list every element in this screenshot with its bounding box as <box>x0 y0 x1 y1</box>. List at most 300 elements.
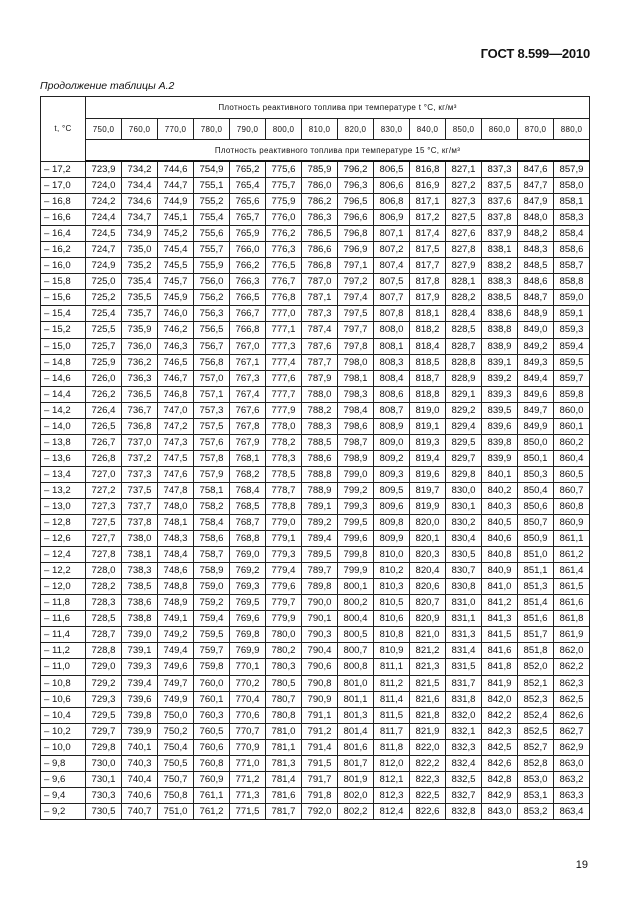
density-cell: 725,2 <box>86 290 122 306</box>
temperature-cell: – 15,6 <box>41 290 86 306</box>
density-cell: 755,2 <box>194 194 230 210</box>
density-cell: 799,2 <box>338 482 374 498</box>
density-cell: 777,7 <box>266 386 302 402</box>
temperature-cell: – 16,4 <box>41 226 86 242</box>
temperature-cell: – 9,2 <box>41 803 86 819</box>
density-cell: 831,5 <box>446 659 482 675</box>
density-cell: 837,6 <box>482 194 518 210</box>
density-cell: 727,5 <box>86 515 122 531</box>
density-cell: 820,7 <box>410 595 446 611</box>
density-cell: 746,7 <box>158 370 194 386</box>
density-cell: 789,5 <box>302 547 338 563</box>
density-cell: 758,9 <box>194 563 230 579</box>
density-cell: 730,5 <box>86 803 122 819</box>
density-cell: 850,3 <box>518 466 554 482</box>
temperature-cell: – 16,6 <box>41 210 86 226</box>
density-cell: 862,9 <box>554 739 590 755</box>
density-cell: 747,8 <box>158 482 194 498</box>
density-cell: 747,0 <box>158 402 194 418</box>
density-cell: 862,2 <box>554 659 590 675</box>
column-header: 750,0 <box>86 119 122 140</box>
table-row <box>41 659 590 675</box>
density-cell: 756,8 <box>194 354 230 370</box>
density-cell: 781,0 <box>266 723 302 739</box>
column-header: 770,0 <box>158 119 194 140</box>
density-cell: 734,6 <box>122 194 158 210</box>
density-cell: 822,2 <box>410 755 446 771</box>
density-cell: 798,1 <box>338 370 374 386</box>
density-cell: 781,4 <box>266 771 302 787</box>
temperature-cell: – 11,6 <box>41 611 86 627</box>
density-cell: 747,3 <box>158 434 194 450</box>
density-cell: 777,0 <box>266 306 302 322</box>
density-cell: 808,1 <box>374 338 410 354</box>
column-header: 790,0 <box>230 119 266 140</box>
density-cell: 817,4 <box>410 226 446 242</box>
density-cell: 789,4 <box>302 531 338 547</box>
density-cell: 849,3 <box>518 354 554 370</box>
density-cell: 767,8 <box>230 418 266 434</box>
density-cell: 760,3 <box>194 707 230 723</box>
density-cell: 858,0 <box>554 178 590 194</box>
density-cell: 748,4 <box>158 547 194 563</box>
density-cell: 830,4 <box>446 531 482 547</box>
table-row <box>41 627 590 643</box>
density-cell: 758,2 <box>194 498 230 514</box>
density-cell: 841,8 <box>482 659 518 675</box>
density-cell: 830,5 <box>446 547 482 563</box>
density-cell: 779,4 <box>266 563 302 579</box>
column-header: 840,0 <box>410 119 446 140</box>
density-cell: 830,1 <box>446 498 482 514</box>
temperature-cell: – 11,2 <box>41 643 86 659</box>
density-cell: 780,7 <box>266 691 302 707</box>
density-cell: 796,5 <box>338 194 374 210</box>
density-cell: 786,0 <box>302 178 338 194</box>
table-row <box>41 450 590 466</box>
density-cell: 837,9 <box>482 226 518 242</box>
density-cell: 757,0 <box>194 370 230 386</box>
density-cell: 777,6 <box>266 370 302 386</box>
density-cell: 786,2 <box>302 194 338 210</box>
temperature-cell: – 13,4 <box>41 466 86 482</box>
density-cell: 828,8 <box>446 354 482 370</box>
density-cell: 729,2 <box>86 675 122 691</box>
density-cell: 799,5 <box>338 515 374 531</box>
temperature-cell: – 10,2 <box>41 723 86 739</box>
density-cell: 757,5 <box>194 418 230 434</box>
density-cell: 860,4 <box>554 450 590 466</box>
density-cell: 767,6 <box>230 402 266 418</box>
density-cell: 843,0 <box>482 803 518 819</box>
density-cell: 853,1 <box>518 787 554 803</box>
density-cell: 840,5 <box>482 515 518 531</box>
density-cell: 728,5 <box>86 611 122 627</box>
density-cell: 829,1 <box>446 386 482 402</box>
density-cell: 798,9 <box>338 450 374 466</box>
density-cell: 841,6 <box>482 643 518 659</box>
density-cell: 791,8 <box>302 787 338 803</box>
density-cell: 810,8 <box>374 627 410 643</box>
density-cell: 759,2 <box>194 595 230 611</box>
density-cell: 778,7 <box>266 482 302 498</box>
density-cell: 860,5 <box>554 466 590 482</box>
density-cell: 771,3 <box>230 787 266 803</box>
density-cell: 838,5 <box>482 290 518 306</box>
density-cell: 737,0 <box>122 434 158 450</box>
density-cell: 736,5 <box>122 386 158 402</box>
table-row <box>41 579 590 595</box>
density-cell: 841,2 <box>482 595 518 611</box>
density-cell: 830,0 <box>446 482 482 498</box>
density-cell: 838,3 <box>482 274 518 290</box>
density-cell: 777,9 <box>266 402 302 418</box>
density-cell: 730,3 <box>86 787 122 803</box>
density-cell: 858,3 <box>554 210 590 226</box>
density-cell: 841,5 <box>482 627 518 643</box>
density-cell: 765,6 <box>230 194 266 210</box>
density-cell: 777,1 <box>266 322 302 338</box>
density-cell: 820,6 <box>410 579 446 595</box>
density-cell: 852,5 <box>518 723 554 739</box>
table-row <box>41 482 590 498</box>
density-cell: 745,2 <box>158 226 194 242</box>
temperature-cell: – 14,6 <box>41 370 86 386</box>
density-cell: 801,7 <box>338 755 374 771</box>
density-cell: 790,9 <box>302 691 338 707</box>
density-cell: 796,2 <box>338 161 374 178</box>
density-cell: 862,6 <box>554 707 590 723</box>
density-cell: 768,1 <box>230 450 266 466</box>
density-cell: 863,2 <box>554 771 590 787</box>
density-cell: 781,6 <box>266 787 302 803</box>
density-cell: 737,3 <box>122 466 158 482</box>
table-row <box>41 354 590 370</box>
density-cell: 735,0 <box>122 242 158 258</box>
density-cell: 849,4 <box>518 370 554 386</box>
density-cell: 831,7 <box>446 675 482 691</box>
density-cell: 759,5 <box>194 627 230 643</box>
density-cell: 787,1 <box>302 290 338 306</box>
density-cell: 831,0 <box>446 595 482 611</box>
table-row <box>41 194 590 210</box>
density-cell: 765,9 <box>230 226 266 242</box>
density-cell: 790,4 <box>302 643 338 659</box>
density-cell: 862,3 <box>554 675 590 691</box>
density-cell: 750,2 <box>158 723 194 739</box>
density-cell: 817,9 <box>410 290 446 306</box>
density-cell: 739,0 <box>122 627 158 643</box>
density-cell: 822,6 <box>410 803 446 819</box>
density-cell: 758,4 <box>194 515 230 531</box>
density-cell: 832,5 <box>446 771 482 787</box>
density-cell: 810,5 <box>374 595 410 611</box>
density-cell: 853,0 <box>518 771 554 787</box>
density-cell: 848,5 <box>518 258 554 274</box>
density-cell: 750,7 <box>158 771 194 787</box>
density-cell: 840,6 <box>482 531 518 547</box>
temperature-cell: – 16,2 <box>41 242 86 258</box>
density-cell: 738,6 <box>122 595 158 611</box>
density-cell: 859,8 <box>554 386 590 402</box>
density-cell: 859,0 <box>554 290 590 306</box>
table-row <box>41 226 590 242</box>
density-cell: 860,7 <box>554 482 590 498</box>
density-cell: 819,0 <box>410 402 446 418</box>
density-cell: 726,2 <box>86 386 122 402</box>
density-cell: 779,6 <box>266 579 302 595</box>
density-cell: 755,9 <box>194 258 230 274</box>
density-cell: 848,0 <box>518 210 554 226</box>
temperature-cell: – 17,2 <box>41 161 86 178</box>
temperature-cell: – 13,2 <box>41 482 86 498</box>
density-cell: 848,7 <box>518 290 554 306</box>
density-cell: 729,8 <box>86 739 122 755</box>
density-cell: 757,3 <box>194 402 230 418</box>
density-cell: 811,8 <box>374 739 410 755</box>
table-row <box>41 338 590 354</box>
column-header: 870,0 <box>518 119 554 140</box>
density-cell: 744,6 <box>158 161 194 178</box>
density-cell: 829,7 <box>446 450 482 466</box>
density-cell: 788,5 <box>302 434 338 450</box>
density-cell: 821,9 <box>410 723 446 739</box>
table-row <box>41 178 590 194</box>
density-cell: 818,5 <box>410 354 446 370</box>
density-cell: 778,0 <box>266 418 302 434</box>
density-cell: 801,3 <box>338 707 374 723</box>
density-cell: 796,6 <box>338 210 374 226</box>
density-cell: 776,3 <box>266 242 302 258</box>
density-cell: 827,9 <box>446 258 482 274</box>
density-cell: 767,1 <box>230 354 266 370</box>
density-cell: 800,1 <box>338 579 374 595</box>
density-cell: 751,0 <box>158 803 194 819</box>
density-cell: 726,4 <box>86 402 122 418</box>
density-cell: 838,6 <box>482 306 518 322</box>
density-cell: 822,5 <box>410 787 446 803</box>
density-cell: 757,8 <box>194 450 230 466</box>
density-cell: 848,2 <box>518 226 554 242</box>
density-cell: 801,1 <box>338 691 374 707</box>
density-cell: 851,7 <box>518 627 554 643</box>
density-cell: 799,3 <box>338 498 374 514</box>
density-cell: 829,2 <box>446 402 482 418</box>
density-cell: 837,8 <box>482 210 518 226</box>
density-cell: 816,8 <box>410 161 446 178</box>
density-cell: 817,2 <box>410 210 446 226</box>
density-cell: 766,2 <box>230 258 266 274</box>
density-cell: 738,5 <box>122 579 158 595</box>
column-header: 830,0 <box>374 119 410 140</box>
density-cell: 769,8 <box>230 627 266 643</box>
t-column-header: t, °С <box>41 97 86 162</box>
density-cell: 766,3 <box>230 274 266 290</box>
density-cell: 859,5 <box>554 354 590 370</box>
density-cell: 849,2 <box>518 338 554 354</box>
density-cell: 790,6 <box>302 659 338 675</box>
density-cell: 850,9 <box>518 531 554 547</box>
density-cell: 725,4 <box>86 306 122 322</box>
density-cell: 861,4 <box>554 563 590 579</box>
density-cell: 809,0 <box>374 434 410 450</box>
density-cell: 827,6 <box>446 226 482 242</box>
density-cell: 822,3 <box>410 771 446 787</box>
column-header: 760,0 <box>122 119 158 140</box>
density-cell: 797,7 <box>338 322 374 338</box>
density-cell: 739,6 <box>122 691 158 707</box>
density-cell: 827,1 <box>446 161 482 178</box>
table-row <box>41 322 590 338</box>
density-cell: 820,0 <box>410 515 446 531</box>
density-cell: 828,9 <box>446 370 482 386</box>
density-cell: 726,5 <box>86 418 122 434</box>
table-row <box>41 723 590 739</box>
density-cell: 755,1 <box>194 178 230 194</box>
table-row <box>41 547 590 563</box>
density-cell: 766,8 <box>230 322 266 338</box>
density-cell: 807,8 <box>374 306 410 322</box>
density-cell: 801,9 <box>338 771 374 787</box>
temperature-cell: – 12,6 <box>41 531 86 547</box>
density-cell: 808,9 <box>374 418 410 434</box>
density-cell: 759,4 <box>194 611 230 627</box>
density-cell: 769,2 <box>230 563 266 579</box>
density-cell: 838,1 <box>482 242 518 258</box>
density-cell: 796,9 <box>338 242 374 258</box>
density-cell: 738,0 <box>122 531 158 547</box>
density-cell: 811,5 <box>374 707 410 723</box>
temperature-cell: – 12,2 <box>41 563 86 579</box>
bottom-header: Плотность реактивного топлива при температуре 15 °С, кг/м³ <box>86 140 590 162</box>
temperature-cell: – 17,0 <box>41 178 86 194</box>
density-cell: 821,6 <box>410 691 446 707</box>
temperature-cell: – 13,8 <box>41 434 86 450</box>
density-cell: 817,7 <box>410 258 446 274</box>
density-cell: 850,6 <box>518 498 554 514</box>
density-cell: 770,7 <box>230 723 266 739</box>
density-cell: 757,9 <box>194 466 230 482</box>
density-cell: 779,9 <box>266 611 302 627</box>
density-cell: 761,2 <box>194 803 230 819</box>
density-cell: 736,3 <box>122 370 158 386</box>
density-cell: 806,6 <box>374 178 410 194</box>
density-cell: 728,3 <box>86 595 122 611</box>
density-cell: 739,4 <box>122 675 158 691</box>
density-cell: 725,7 <box>86 338 122 354</box>
density-cell: 749,7 <box>158 675 194 691</box>
density-cell: 840,8 <box>482 547 518 563</box>
density-cell: 785,9 <box>302 161 338 178</box>
density-cell: 810,9 <box>374 643 410 659</box>
density-cell: 842,8 <box>482 771 518 787</box>
density-cell: 838,9 <box>482 338 518 354</box>
density-cell: 842,2 <box>482 707 518 723</box>
density-cell: 839,5 <box>482 402 518 418</box>
density-cell: 828,4 <box>446 306 482 322</box>
density-cell: 780,5 <box>266 675 302 691</box>
density-cell: 819,4 <box>410 450 446 466</box>
density-cell: 802,2 <box>338 803 374 819</box>
density-cell: 729,0 <box>86 659 122 675</box>
density-cell: 786,8 <box>302 258 338 274</box>
density-cell: 860,8 <box>554 498 590 514</box>
density-cell: 857,9 <box>554 161 590 178</box>
density-cell: 800,2 <box>338 595 374 611</box>
density-cell: 744,7 <box>158 178 194 194</box>
table-row <box>41 563 590 579</box>
density-cell: 725,9 <box>86 354 122 370</box>
density-cell: 730,0 <box>86 755 122 771</box>
table-row <box>41 306 590 322</box>
density-cell: 749,4 <box>158 643 194 659</box>
density-cell: 848,3 <box>518 242 554 258</box>
density-cell: 839,9 <box>482 450 518 466</box>
density-cell: 749,2 <box>158 627 194 643</box>
density-cell: 862,0 <box>554 643 590 659</box>
density-cell: 727,2 <box>86 482 122 498</box>
density-cell: 858,4 <box>554 226 590 242</box>
table-row <box>41 498 590 514</box>
table-row <box>41 531 590 547</box>
table-row <box>41 242 590 258</box>
density-cell: 726,7 <box>86 434 122 450</box>
density-cell: 729,5 <box>86 707 122 723</box>
density-cell: 768,5 <box>230 498 266 514</box>
density-cell: 832,4 <box>446 755 482 771</box>
density-cell: 739,3 <box>122 659 158 675</box>
density-cell: 807,4 <box>374 258 410 274</box>
density-cell: 838,2 <box>482 258 518 274</box>
density-cell: 809,5 <box>374 482 410 498</box>
density-cell: 853,2 <box>518 803 554 819</box>
density-cell: 728,7 <box>86 627 122 643</box>
density-cell: 842,3 <box>482 723 518 739</box>
density-cell: 766,7 <box>230 306 266 322</box>
density-cell: 818,8 <box>410 386 446 402</box>
density-cell: 759,0 <box>194 579 230 595</box>
temperature-cell: – 13,0 <box>41 498 86 514</box>
column-header: 800,0 <box>266 119 302 140</box>
density-cell: 746,5 <box>158 354 194 370</box>
density-cell: 747,5 <box>158 450 194 466</box>
density-cell: 810,0 <box>374 547 410 563</box>
density-cell: 749,6 <box>158 659 194 675</box>
density-cell: 770,4 <box>230 691 266 707</box>
density-cell: 740,4 <box>122 771 158 787</box>
density-cell: 851,4 <box>518 595 554 611</box>
density-cell: 816,9 <box>410 178 446 194</box>
density-cell: 827,8 <box>446 242 482 258</box>
temperature-cell: – 14,4 <box>41 386 86 402</box>
density-cell: 788,2 <box>302 402 338 418</box>
temperature-cell: – 9,4 <box>41 787 86 803</box>
density-cell: 812,1 <box>374 771 410 787</box>
density-cell: 745,7 <box>158 274 194 290</box>
density-cell: 852,4 <box>518 707 554 723</box>
density-cell: 858,8 <box>554 274 590 290</box>
density-cell: 812,0 <box>374 755 410 771</box>
density-cell: 737,7 <box>122 498 158 514</box>
density-cell: 797,5 <box>338 306 374 322</box>
density-cell: 821,8 <box>410 707 446 723</box>
density-cell: 842,0 <box>482 691 518 707</box>
temperature-cell: – 11,0 <box>41 659 86 675</box>
density-cell: 789,8 <box>302 579 338 595</box>
density-cell: 851,6 <box>518 611 554 627</box>
density-cell: 775,9 <box>266 194 302 210</box>
density-cell: 788,6 <box>302 450 338 466</box>
